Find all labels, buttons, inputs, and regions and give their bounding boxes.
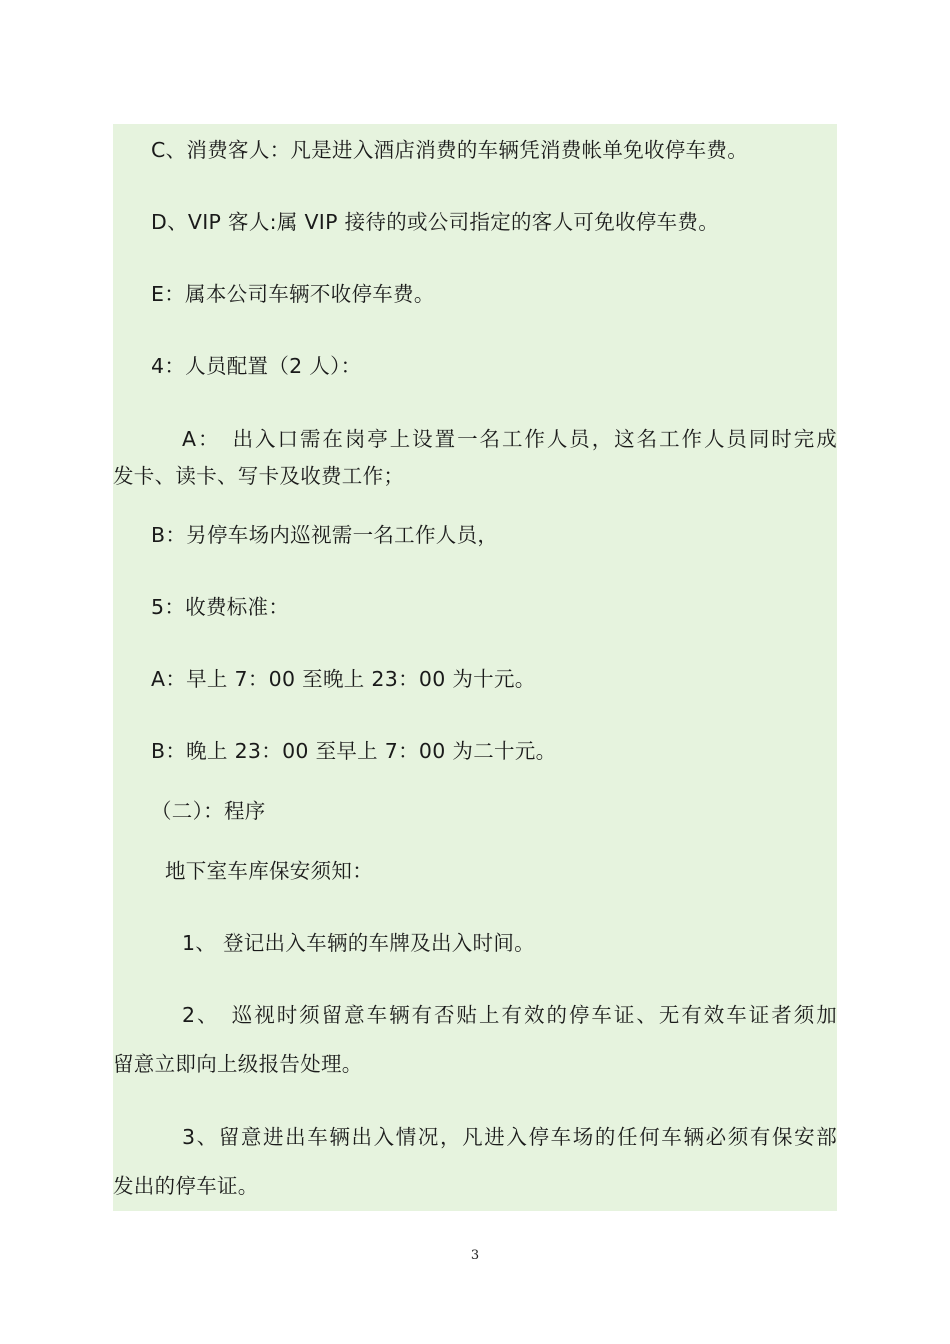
list-item-3-parking-permit: 3、留意进出车辆出入情况，凡进入停车场的任何车辆必须有保安部 [182,1125,837,1149]
heading-basement-security-notice: 地下室车库保安须知： [165,859,373,883]
heading-procedure: （二）：程序 [151,799,266,823]
paragraph-a-entrance-staff-continued: 发卡、读卡、写卡及收费工作； [113,464,405,488]
paragraph-a-entrance-staff: A： 出入口需在岗亭上设置一名工作人员，这名工作人员同时完成 [182,427,837,451]
list-item-3-parking-permit-continued: 发出的停车证。 [113,1174,259,1198]
list-item-1-register-vehicles: 1、 登记出入车辆的车牌及出入时间。 [182,931,535,955]
paragraph-a-day-fee: A：早上 7：00 至晚上 23：00 为十元。 [151,667,536,691]
list-item-2-patrol-check-continued: 留意立即向上级报告处理。 [113,1052,363,1076]
page-number: 3 [470,1248,480,1263]
heading-fee-standard: 5：收费标准： [151,595,290,619]
heading-staffing: 4：人员配置（2 人）： [151,354,362,378]
paragraph-b-night-fee: B：晚上 23：00 至早上 7：00 为二十元。 [151,739,557,763]
paragraph-b-patrol-staff: B：另停车场内巡视需一名工作人员， [151,523,499,547]
paragraph-c-consuming-guests: C、消费客人：凡是进入酒店消费的车辆凭消费帐单免收停车费。 [151,138,749,162]
paragraph-d-vip-guests: D、VIP 客人:属 VIP 接待的或公司指定的客人可免收停车费。 [151,210,720,234]
paragraph-e-company-vehicles: E：属本公司车辆不收停车费。 [151,282,435,306]
list-item-2-patrol-check: 2、 巡视时须留意车辆有否贴上有效的停车证、无有效车证者须加 [182,1003,837,1027]
